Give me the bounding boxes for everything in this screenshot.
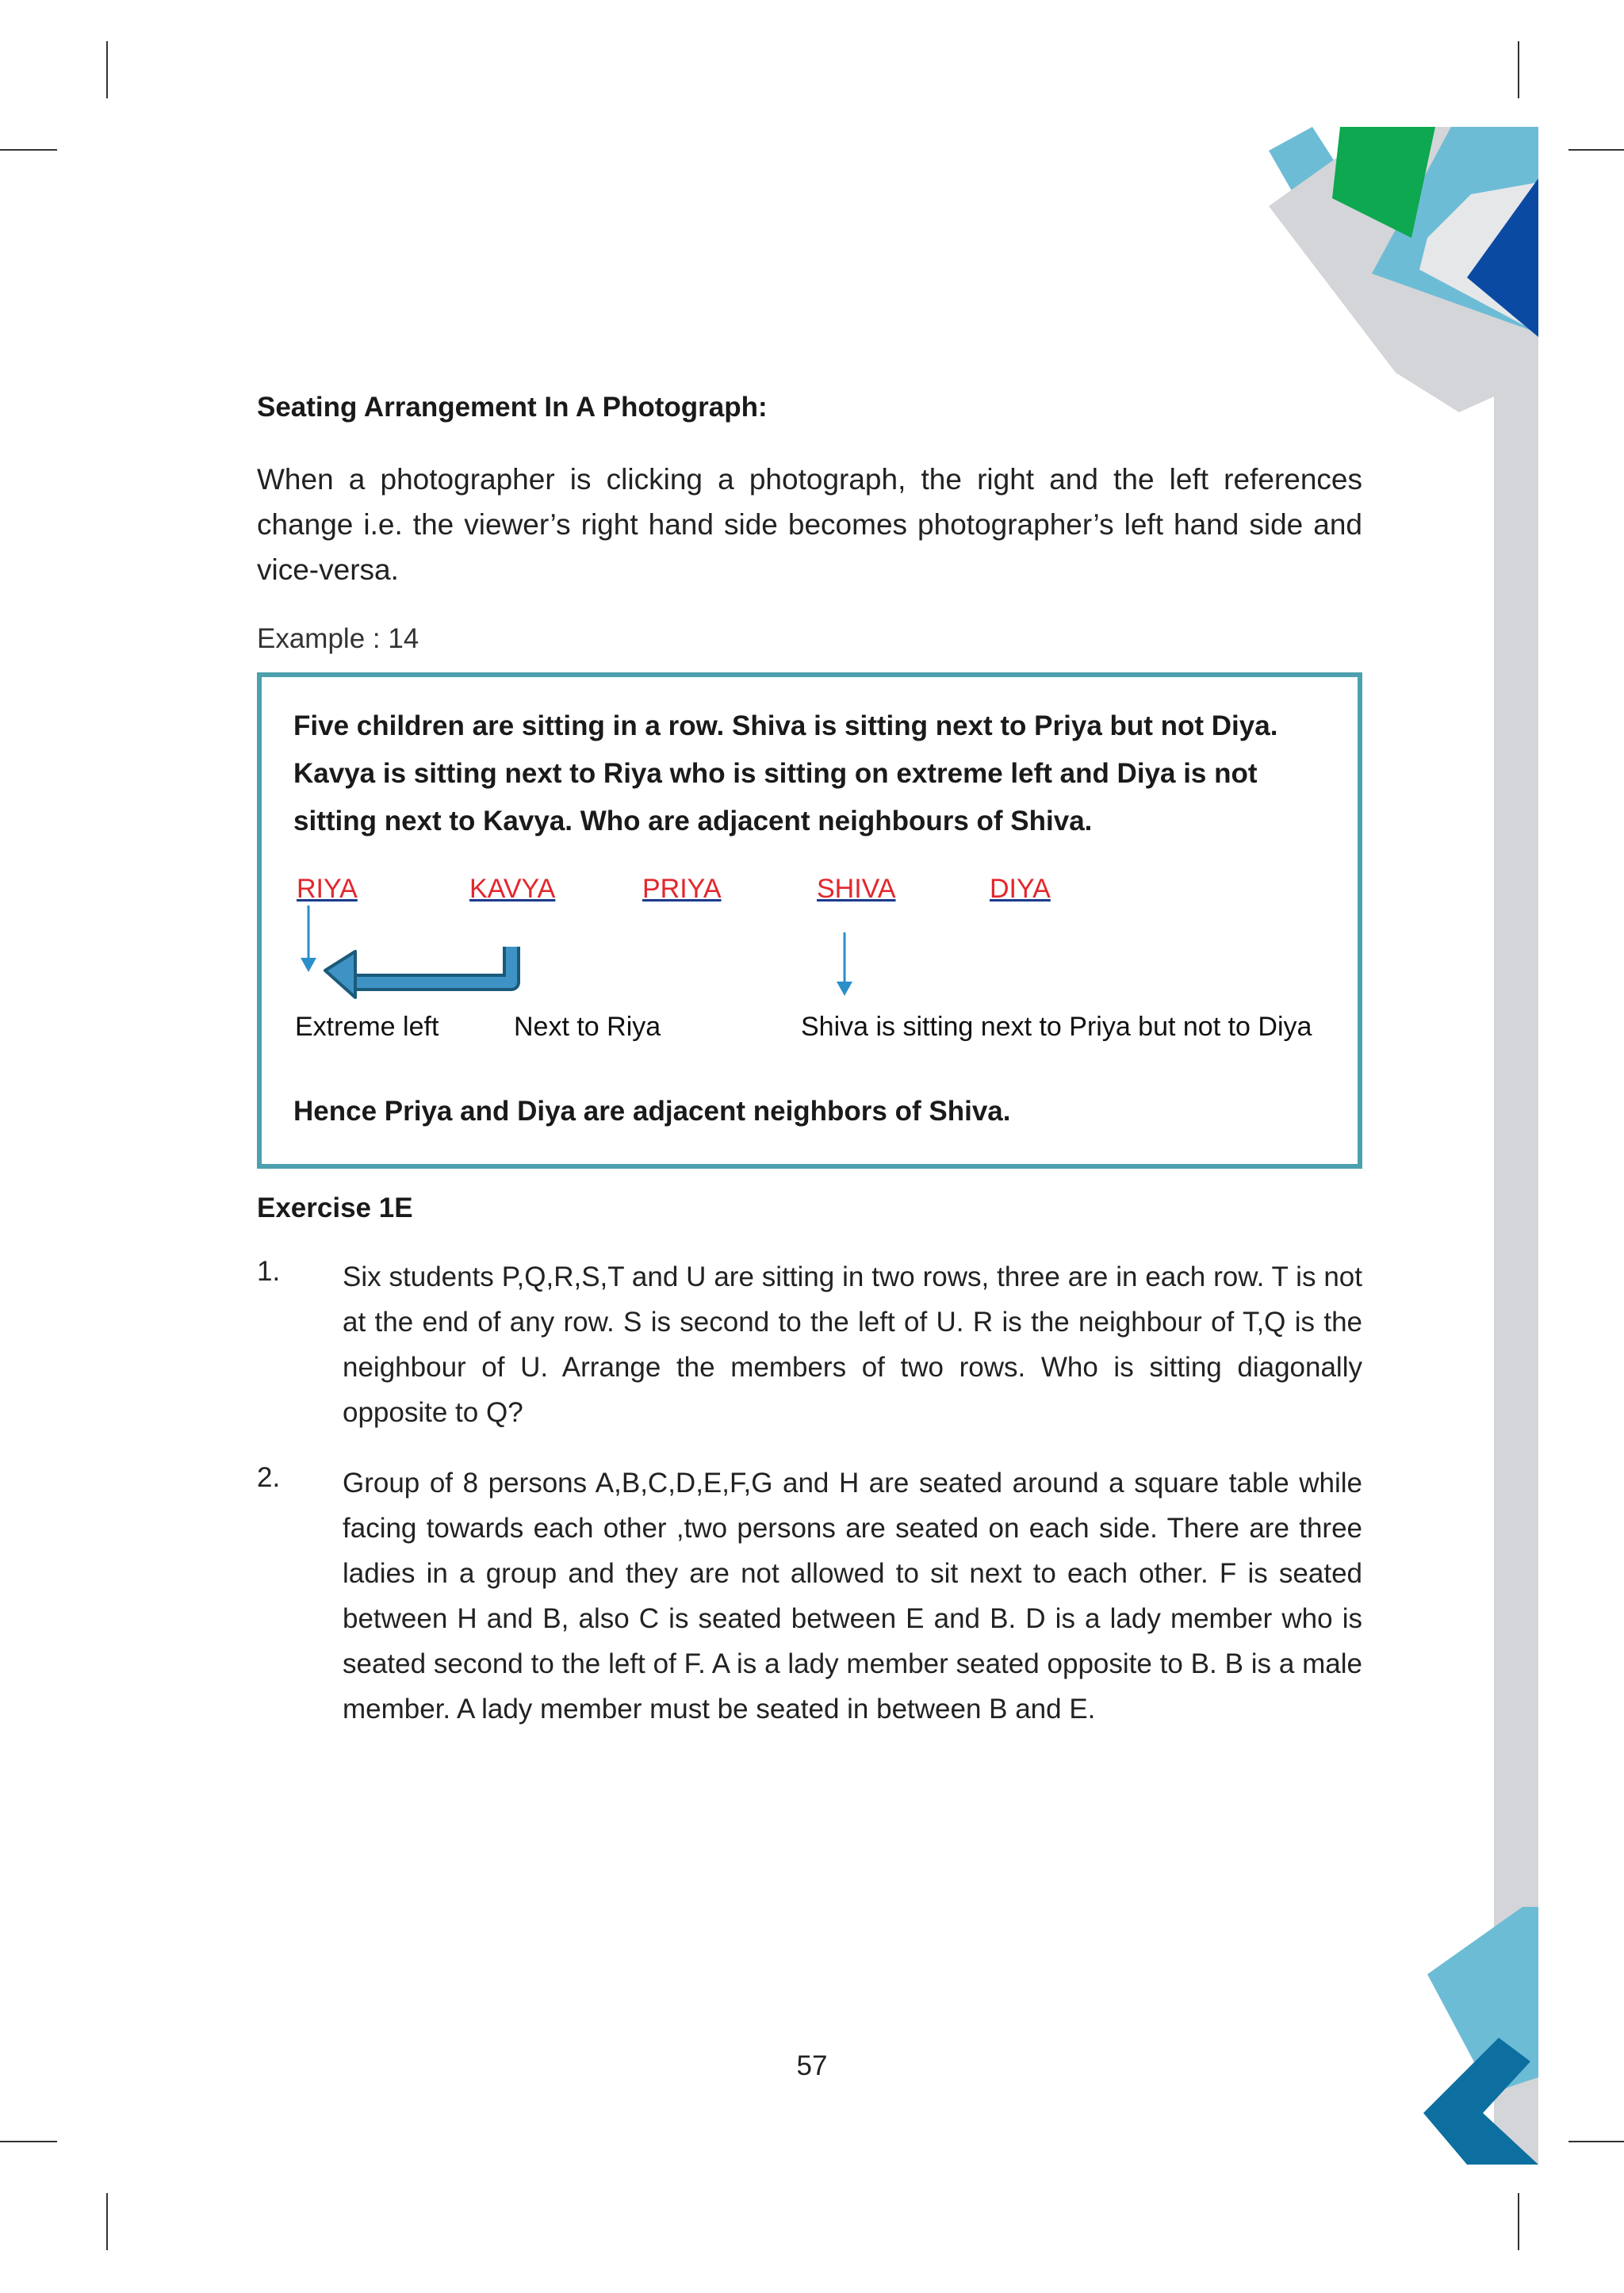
- section-heading: Seating Arrangement In A Photograph:: [257, 392, 768, 423]
- side-bar-stripe: [1494, 127, 1538, 2165]
- example-label: Example : 14: [257, 623, 419, 654]
- name-riya: RIYA: [297, 874, 358, 904]
- caption-extreme-left: Extreme left: [295, 1012, 439, 1042]
- example-question: Five children are sitting in a row. Shiva is sitting next to Priya but not Diya. Kavya is sitting next to Riya who is sitting on extreme left and Diya is not sitting next to Kavya. Who are adjacent neighbours of Shiva.: [293, 710, 1278, 836]
- exercise-item-number: 1.: [257, 1256, 281, 1287]
- exercise-title: Exercise 1E: [257, 1192, 413, 1223]
- page-number: 57: [796, 2050, 828, 2081]
- caption-shiva-note: Shiva is sitting next to Priya but not to Diya: [801, 1012, 1312, 1042]
- example-box: [257, 672, 1362, 1169]
- exercise-item-number: 2.: [257, 1462, 281, 1493]
- caption-next-to-riya: Next to Riya: [514, 1012, 661, 1042]
- intro-paragraph: When a photographer is clicking a photograph, the right and the left references change i.e. the viewer’s right hand side becomes photographer’s left hand side and vice-versa.: [257, 463, 1362, 586]
- name-diya: DIYA: [990, 874, 1051, 904]
- u-turn-arrow-icon: [317, 939, 531, 1002]
- example-conclusion: Hence Priya and Diya are adjacent neighbors of Shiva.: [293, 1096, 1011, 1127]
- down-arrow-icon: [833, 931, 856, 1002]
- name-priya: PRIYA: [642, 874, 722, 904]
- exercise-item-text: Group of 8 persons A,B,C,D,E,F,G and H are seated around a square table while facing towards each other ,two persons are seated on each side. There are three ladies in a group and they are not allowed to sit next to each other. F is seated between H and B, also C is seated between E and B. D is a lady member who is seated second to the left of F. A is a lady member seated opposite to B. B is a male member. A lady member must be seated in between B and E.: [343, 1468, 1362, 1725]
- exercise-item-text: Six students P,Q,R,S,T and U are sitting in two rows, three are in each row. T is not at the end of any row. S is second to the left of U. R is the neighbour of T,Q is the neighbour of U. Arrange the members of two rows. Who is sitting diagonally opposite to Q?: [343, 1261, 1362, 1428]
- name-shiva: SHIVA: [817, 874, 896, 904]
- name-kavya: KAVYA: [469, 874, 556, 904]
